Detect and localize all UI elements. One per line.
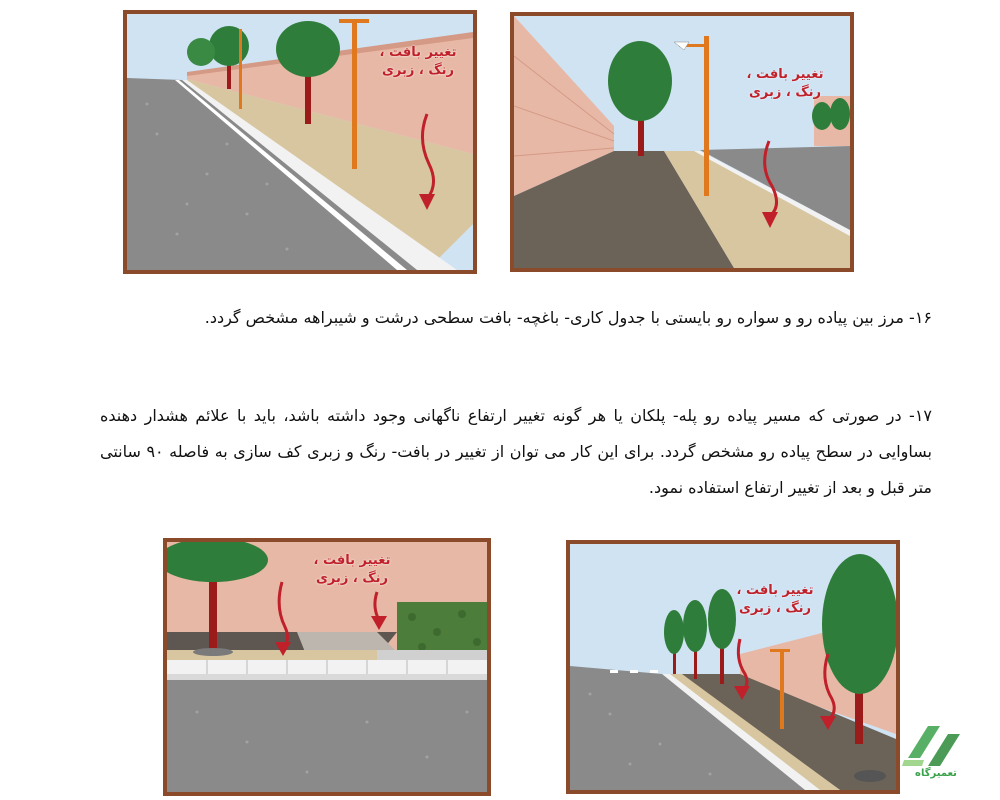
figure-label: تغییر بافت ، رنگ ، زبری (746, 67, 824, 100)
figure-label: تغییر بافت ، رنگ ، زبری (736, 583, 814, 616)
figure-label: تغییر بافت ، رنگ ، زبری (313, 553, 391, 586)
site-logo-text: تعمیرگاه (915, 768, 957, 779)
figure-bottom-left (163, 538, 491, 796)
street-scene-illustration (570, 544, 896, 790)
figure-label: تغییر بافت ، رنگ ، زبری (379, 45, 457, 78)
paragraph-17: ۱۷- در صورتی که مسیر پیاده رو پله- پلکان یا هر گونه تغییر ارتفاع ناگهانی وجود داشته باشد، باید با علائم هشدار دهنده بساوایی در سطح پیاده رو مشخص گردد. برای این کار می توان از تغییر در بافت- رنگ و زبری کف سازی به فاصله ۹۰ سانتی متر قبل و بعد از تغییر ارتفاع استفاده نمود. (100, 406, 933, 497)
figure-top-left (123, 10, 477, 274)
figure-top-right (510, 12, 854, 272)
paragraph-16: ۱۶- مرز بین پیاده رو و سواره رو بایستی با جدول کاری- باغچه- بافت سطحی درشت و شیبراهه مشخص گردد. (204, 308, 932, 327)
street-scene-illustration (514, 16, 850, 268)
figure-bottom-right (566, 540, 900, 794)
